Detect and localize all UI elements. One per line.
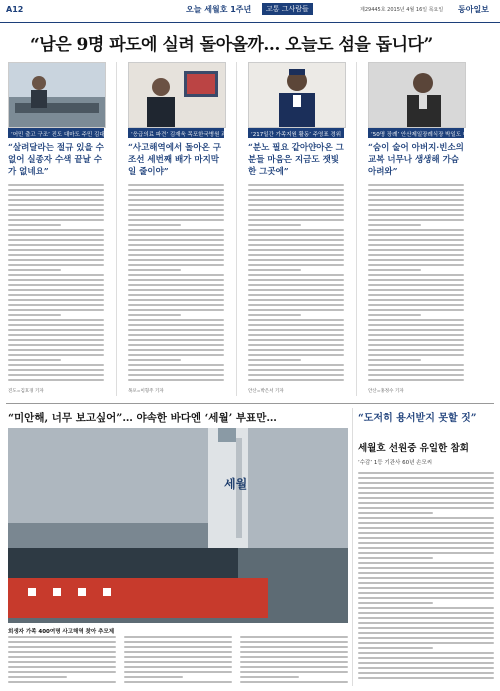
- quote-2: “사고해역에서 돌아온 구조선 세번째 배가 마지막일 줄이야”: [128, 143, 221, 177]
- text-line: [124, 676, 183, 678]
- text-line: [368, 269, 421, 271]
- text-line: [358, 487, 494, 489]
- text-line: [8, 189, 104, 191]
- text-line: [358, 642, 494, 644]
- text-line: [124, 671, 232, 673]
- text-line: [358, 552, 494, 554]
- text-line: [128, 204, 224, 206]
- right-article-body: [358, 472, 494, 684]
- text-line: [8, 209, 104, 211]
- text-line: [368, 334, 464, 336]
- text-line: [358, 592, 494, 594]
- text-line: [368, 354, 464, 356]
- text-line: [358, 587, 494, 589]
- text-line: [240, 661, 348, 663]
- text-line: [248, 184, 344, 186]
- section-title: 오늘 세월호 1주년: [186, 5, 252, 14]
- text-line: [358, 562, 494, 564]
- text-line: [8, 219, 104, 221]
- text-line: [358, 537, 494, 539]
- text-line: [124, 636, 232, 638]
- text-line: [124, 661, 232, 663]
- text-line: [8, 661, 116, 663]
- caption-4: ‘50명 장례’ 안산제일장례식장 박일도 대표: [368, 128, 464, 138]
- text-line: [358, 652, 494, 654]
- text-line: [368, 264, 464, 266]
- text-line: [8, 279, 104, 281]
- text-line: [128, 279, 224, 281]
- text-line: [128, 309, 224, 311]
- text-line: [368, 339, 464, 341]
- text-line: [128, 229, 224, 231]
- ship-label: 세월: [224, 477, 248, 491]
- text-line: [128, 319, 224, 321]
- caption-3: ‘217일간 가족지원 활동’ 주영표 경위: [248, 128, 344, 138]
- text-line: [358, 662, 494, 664]
- text-line: [128, 209, 224, 211]
- photo-funeral-director: [368, 62, 466, 128]
- text-line: [8, 651, 116, 653]
- text-line: [128, 249, 224, 251]
- text-line: [124, 666, 232, 668]
- text-line: [8, 334, 104, 336]
- photo-caption: 희생자 가족 400여명 사고해역 찾아 추모제: [8, 629, 115, 635]
- text-line: [368, 299, 464, 301]
- text-line: [8, 641, 116, 643]
- photo-fisherman: [8, 62, 106, 128]
- text-line: [128, 304, 224, 306]
- text-line: [248, 279, 344, 281]
- text-line: [368, 184, 464, 186]
- text-line: [358, 477, 494, 479]
- right-headline: “도저히 용서받지 못할 짓”: [358, 413, 477, 424]
- text-line: [368, 274, 464, 276]
- text-line: [128, 354, 224, 356]
- text-line: [128, 369, 224, 371]
- photo-memorial-ship: [8, 428, 348, 623]
- text-line: [368, 259, 464, 261]
- text-line: [240, 671, 348, 673]
- section-separator: [6, 403, 494, 404]
- text-line: [368, 194, 464, 196]
- text-line: [8, 636, 116, 638]
- text-line: [248, 284, 344, 286]
- text-line: [8, 314, 61, 316]
- text-line: [248, 374, 344, 376]
- text-line: [368, 369, 464, 371]
- column-divider: [352, 408, 353, 686]
- text-line: [368, 249, 464, 251]
- text-line: [248, 324, 344, 326]
- text-line: [368, 254, 464, 256]
- text-line: [128, 244, 224, 246]
- text-line: [240, 676, 299, 678]
- text-line: [8, 369, 104, 371]
- text-line: [8, 184, 104, 186]
- column-divider: [116, 62, 117, 396]
- column-divider: [236, 62, 237, 396]
- text-line: [8, 329, 104, 331]
- text-line: [8, 379, 104, 381]
- text-line: [248, 199, 344, 201]
- text-line: [8, 229, 104, 231]
- text-line: [358, 637, 494, 639]
- text-column: [240, 636, 348, 686]
- text-line: [128, 329, 224, 331]
- text-line: [358, 622, 494, 624]
- text-column: [8, 636, 116, 686]
- text-line: [248, 379, 344, 381]
- text-line: [248, 189, 344, 191]
- quote-4: “숨이 술어 아버지·빈소의 교복 너무나 생생해 가슴 아려와”: [368, 143, 464, 177]
- text-line: [358, 627, 494, 629]
- byline-2: 목포=이형주 기자: [128, 389, 164, 394]
- text-line: [248, 234, 344, 236]
- text-line: [8, 249, 104, 251]
- text-line: [128, 269, 181, 271]
- text-line: [248, 254, 344, 256]
- text-line: [358, 547, 494, 549]
- text-line: [8, 309, 104, 311]
- text-line: [248, 349, 344, 351]
- text-line: [8, 374, 104, 376]
- text-line: [368, 284, 464, 286]
- text-line: [368, 224, 421, 226]
- caption-2: ‘응급의료 파견’ 김재욱 목포한국병원 과장: [128, 128, 224, 138]
- text-line: [248, 249, 344, 251]
- text-line: [128, 299, 224, 301]
- text-line: [124, 681, 232, 683]
- text-line: [358, 577, 494, 579]
- text-line: [8, 359, 61, 361]
- text-line: [358, 557, 433, 559]
- text-line: [358, 657, 494, 659]
- text-line: [8, 274, 104, 276]
- text-line: [128, 189, 224, 191]
- text-line: [8, 319, 104, 321]
- text-line: [358, 582, 494, 584]
- text-line: [368, 374, 464, 376]
- right-deck: ‘수감’ 1등 기관사 60년 손모씨: [358, 460, 433, 466]
- text-line: [240, 646, 348, 648]
- text-line: [358, 647, 433, 649]
- text-line: [248, 339, 344, 341]
- text-line: [128, 234, 224, 236]
- text-line: [248, 289, 344, 291]
- text-line: [368, 364, 464, 366]
- text-line: [8, 264, 104, 266]
- text-line: [358, 617, 494, 619]
- text-line: [8, 239, 104, 241]
- text-line: [128, 374, 224, 376]
- text-line: [8, 204, 104, 206]
- text-line: [8, 224, 61, 226]
- text-line: [8, 214, 104, 216]
- text-line: [368, 204, 464, 206]
- text-line: [248, 369, 344, 371]
- text-line: [8, 194, 104, 196]
- article-body-1: [8, 184, 104, 396]
- text-line: [248, 264, 344, 266]
- text-line: [128, 339, 224, 341]
- text-line: [8, 339, 104, 341]
- text-line: [8, 254, 104, 256]
- byline-1: 진도=김호경 기자: [8, 389, 44, 394]
- text-line: [248, 259, 344, 261]
- text-line: [358, 567, 494, 569]
- text-line: [128, 284, 224, 286]
- text-line: [358, 612, 494, 614]
- text-line: [358, 517, 494, 519]
- text-line: [128, 274, 224, 276]
- text-line: [368, 214, 464, 216]
- text-line: [128, 344, 224, 346]
- text-line: [368, 229, 464, 231]
- text-line: [368, 289, 464, 291]
- text-line: [248, 344, 344, 346]
- text-line: [8, 244, 104, 246]
- text-line: [368, 349, 464, 351]
- text-line: [368, 199, 464, 201]
- text-line: [128, 359, 181, 361]
- text-line: [8, 294, 104, 296]
- text-line: [128, 219, 224, 221]
- text-line: [8, 344, 104, 346]
- text-line: [128, 349, 224, 351]
- text-line: [358, 472, 494, 474]
- text-line: [8, 676, 67, 678]
- text-line: [248, 364, 344, 366]
- text-line: [8, 284, 104, 286]
- text-line: [8, 364, 104, 366]
- text-line: [8, 681, 116, 683]
- text-line: [248, 334, 344, 336]
- text-line: [240, 681, 348, 683]
- text-line: [368, 219, 464, 221]
- text-line: [248, 329, 344, 331]
- bottom-article-body: [8, 636, 348, 686]
- text-line: [368, 209, 464, 211]
- text-line: [8, 646, 116, 648]
- text-line: [358, 632, 494, 634]
- page-number: A12: [6, 5, 24, 14]
- text-line: [358, 542, 494, 544]
- text-line: [248, 304, 344, 306]
- text-line: [8, 304, 104, 306]
- text-line: [8, 666, 116, 668]
- text-line: [128, 184, 224, 186]
- text-line: [358, 532, 494, 534]
- text-line: [240, 656, 348, 658]
- text-line: [368, 239, 464, 241]
- text-line: [248, 194, 344, 196]
- text-line: [124, 646, 232, 648]
- text-line: [248, 204, 344, 206]
- issue-meta: 제29445호 2015년 4월 16일 목요일: [360, 7, 444, 13]
- text-line: [128, 334, 224, 336]
- text-line: [8, 349, 104, 351]
- text-line: [248, 209, 344, 211]
- text-line: [128, 294, 224, 296]
- text-line: [358, 677, 494, 679]
- text-line: [8, 269, 61, 271]
- newspaper-name: 동아일보: [458, 5, 489, 14]
- text-line: [358, 497, 494, 499]
- text-line: [128, 199, 224, 201]
- bottom-headline: “미안해, 너무 보고싶어”… 야속한 바다엔 ‘세월’ 부표만…: [8, 412, 277, 424]
- text-line: [128, 194, 224, 196]
- text-line: [248, 244, 344, 246]
- text-line: [248, 269, 301, 271]
- text-column: [124, 636, 232, 686]
- text-line: [128, 239, 224, 241]
- text-line: [358, 507, 494, 509]
- text-line: [358, 607, 494, 609]
- photo-police-officer: [248, 62, 346, 128]
- text-line: [128, 259, 224, 261]
- text-line: [368, 309, 464, 311]
- text-line: [124, 651, 232, 653]
- text-line: [358, 667, 494, 669]
- text-line: [128, 324, 224, 326]
- text-line: [248, 274, 344, 276]
- text-line: [368, 359, 421, 361]
- text-line: [8, 259, 104, 261]
- page-headline: “남은 9명 파도에 실려 돌아올까… 오늘도 섬을 돕니다”: [30, 35, 433, 55]
- text-line: [8, 299, 104, 301]
- text-line: [248, 314, 301, 316]
- photo-doctor: [128, 62, 226, 128]
- text-line: [358, 512, 433, 514]
- text-line: [128, 314, 181, 316]
- text-line: [240, 641, 348, 643]
- byline-3: 안산=박은서 기자: [248, 389, 284, 394]
- text-line: [248, 239, 344, 241]
- text-line: [248, 359, 301, 361]
- text-line: [248, 219, 344, 221]
- text-line: [248, 224, 301, 226]
- text-line: [368, 319, 464, 321]
- text-line: [248, 309, 344, 311]
- text-line: [358, 522, 494, 524]
- text-line: [128, 224, 181, 226]
- text-line: [358, 597, 494, 599]
- text-line: [368, 234, 464, 236]
- column-divider: [356, 62, 357, 396]
- text-line: [358, 527, 494, 529]
- article-body-3: [248, 184, 344, 396]
- text-line: [368, 314, 421, 316]
- text-line: [248, 299, 344, 301]
- text-line: [248, 319, 344, 321]
- text-line: [240, 666, 348, 668]
- byline-4: 안산=홍정수 기자: [368, 389, 404, 394]
- text-line: [8, 656, 116, 658]
- text-line: [368, 244, 464, 246]
- text-line: [240, 651, 348, 653]
- text-line: [8, 324, 104, 326]
- text-line: [368, 379, 464, 381]
- text-line: [368, 279, 464, 281]
- text-line: [358, 672, 494, 674]
- text-line: [358, 492, 494, 494]
- text-line: [358, 572, 494, 574]
- text-line: [358, 502, 494, 504]
- text-line: [124, 641, 232, 643]
- text-line: [128, 214, 224, 216]
- text-line: [8, 234, 104, 236]
- caption-1: ‘어민 출고 구조’ 진도 대마도 주민 김대협씨: [8, 128, 104, 138]
- text-line: [248, 294, 344, 296]
- text-line: [368, 189, 464, 191]
- text-line: [248, 229, 344, 231]
- text-line: [128, 254, 224, 256]
- quote-3: “분노 필요 같아얀아온 그분들 마음은 지금도 잿빛한 그곳에”: [248, 143, 344, 177]
- text-line: [248, 214, 344, 216]
- text-line: [128, 379, 224, 381]
- text-line: [240, 636, 348, 638]
- text-line: [368, 329, 464, 331]
- article-body-2: [128, 184, 224, 396]
- article-body-4: [368, 184, 464, 396]
- text-line: [368, 304, 464, 306]
- text-line: [8, 354, 104, 356]
- text-line: [8, 199, 104, 201]
- text-line: [8, 671, 116, 673]
- text-line: [128, 289, 224, 291]
- text-line: [248, 354, 344, 356]
- quote-1: “살려달라는 절규 있을 수 없어 실종자 수색 끝날 수가 없네요”: [8, 143, 104, 177]
- text-line: [124, 656, 232, 658]
- text-line: [358, 482, 494, 484]
- text-line: [368, 294, 464, 296]
- text-line: [368, 344, 464, 346]
- text-line: [128, 264, 224, 266]
- text-line: [358, 602, 433, 604]
- text-line: [8, 289, 104, 291]
- text-line: [368, 324, 464, 326]
- right-subheadline: 세월호 선원중 유일한 참회: [358, 443, 469, 454]
- section-badge: 고통 그사람들: [262, 3, 313, 15]
- text-line: [128, 364, 224, 366]
